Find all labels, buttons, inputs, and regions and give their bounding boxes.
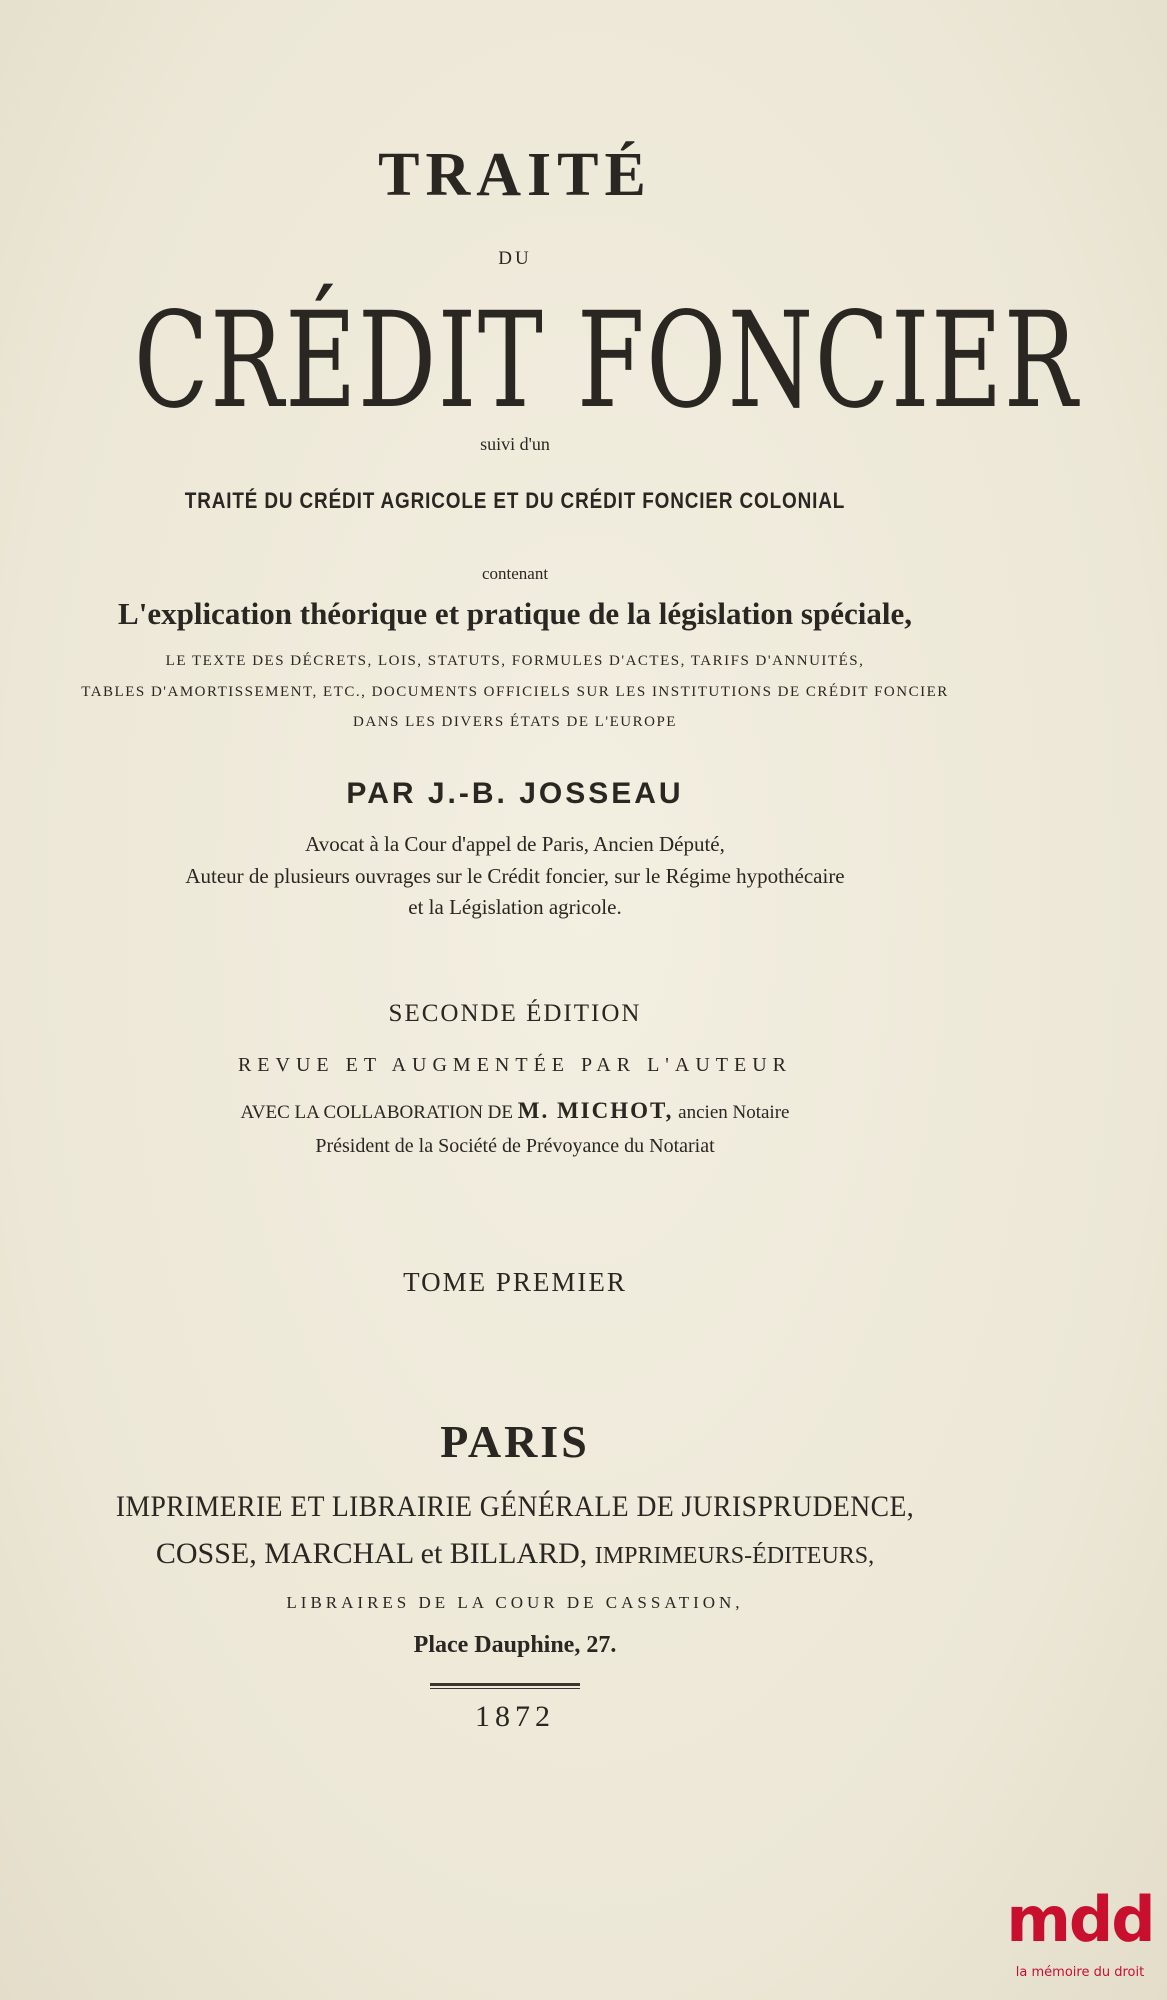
author-byline: PAR J.-B. JOSSEAU (346, 777, 684, 810)
mdd-logo (1000, 1885, 1160, 1995)
collab-name: M. MICHOT, (517, 1098, 674, 1123)
contents-line: LE TEXTE DES DÉCRETS, LOIS, STATUTS, FORMULES D'ACTES, TARIFS D'ANNUITÉS, (165, 653, 865, 669)
mdd-logo-tagline: la mémoire du droit (1015, 1965, 1145, 1980)
edition-revue: REVUE ET AUGMENTÉE PAR L'AUTEUR (237, 1054, 793, 1076)
contents-line: DANS LES DIVERS ÉTATS DE L'EUROPE (353, 714, 677, 730)
publisher-libraires: LIBRAIRES DE LA COUR DE CASSATION, (286, 1593, 744, 1612)
author-credential: et la Législation agricole. (408, 895, 622, 919)
publisher-role: IMPRIMEURS-ÉDITEURS, (594, 1543, 875, 1569)
collaboration-line (0, 1098, 1030, 1124)
publisher-city: PARIS (440, 1416, 590, 1467)
contents-line: TABLES D'AMORTISSEMENT, ETC., DOCUMENTS OFFICIELS SUR LES INSTITUTIONS DE CRÉDIT FONCIER (81, 684, 949, 700)
collab-prefix: AVEC LA COLLABORATION DE (240, 1102, 514, 1123)
author-credential: Auteur de plusieurs ouvrages sur le Crédit foncier, sur le Régime hypothécaire (185, 864, 845, 888)
suivi-line: suivi d'un (480, 434, 550, 454)
president-line: Président de la Société de Prévoyance du Notariat (315, 1135, 715, 1157)
subtitle-agricole: TRAITÉ DU CRÉDIT AGRICOLE ET DU CRÉDIT FONCIER COLONIAL (184, 488, 846, 513)
edition-label: SECONDE ÉDITION (388, 1000, 642, 1027)
publisher-names-line (0, 1537, 1030, 1571)
publication-year: 1872 (475, 1700, 555, 1733)
contenant-line: contenant (481, 564, 549, 583)
publisher-imprimerie: IMPRIMERIE ET LIBRAIRIE GÉNÉRALE DE JURISPRUDENCE, (115, 1490, 915, 1523)
explication-line: L'explication théorique et pratique de la législation spéciale, (118, 596, 912, 631)
divider-rule (430, 1688, 580, 1689)
mdd-logo-mark: mdd (1006, 1883, 1154, 1956)
collab-suffix: ancien Notaire (678, 1102, 790, 1123)
title-traite: TRAITÉ (378, 141, 652, 209)
divider-rule (430, 1683, 580, 1686)
author-credential: Avocat à la Cour d'appel de Paris, Ancien Député, (305, 832, 725, 856)
volume-label: TOME PREMIER (403, 1267, 627, 1297)
title-du: DU (498, 248, 532, 269)
main-title: CRÉDIT FONCIER (133, 284, 1079, 438)
publisher-address: Place Dauphine, 27. (413, 1632, 617, 1658)
publisher-names: COSSE, MARCHAL et BILLARD, (155, 1537, 588, 1570)
